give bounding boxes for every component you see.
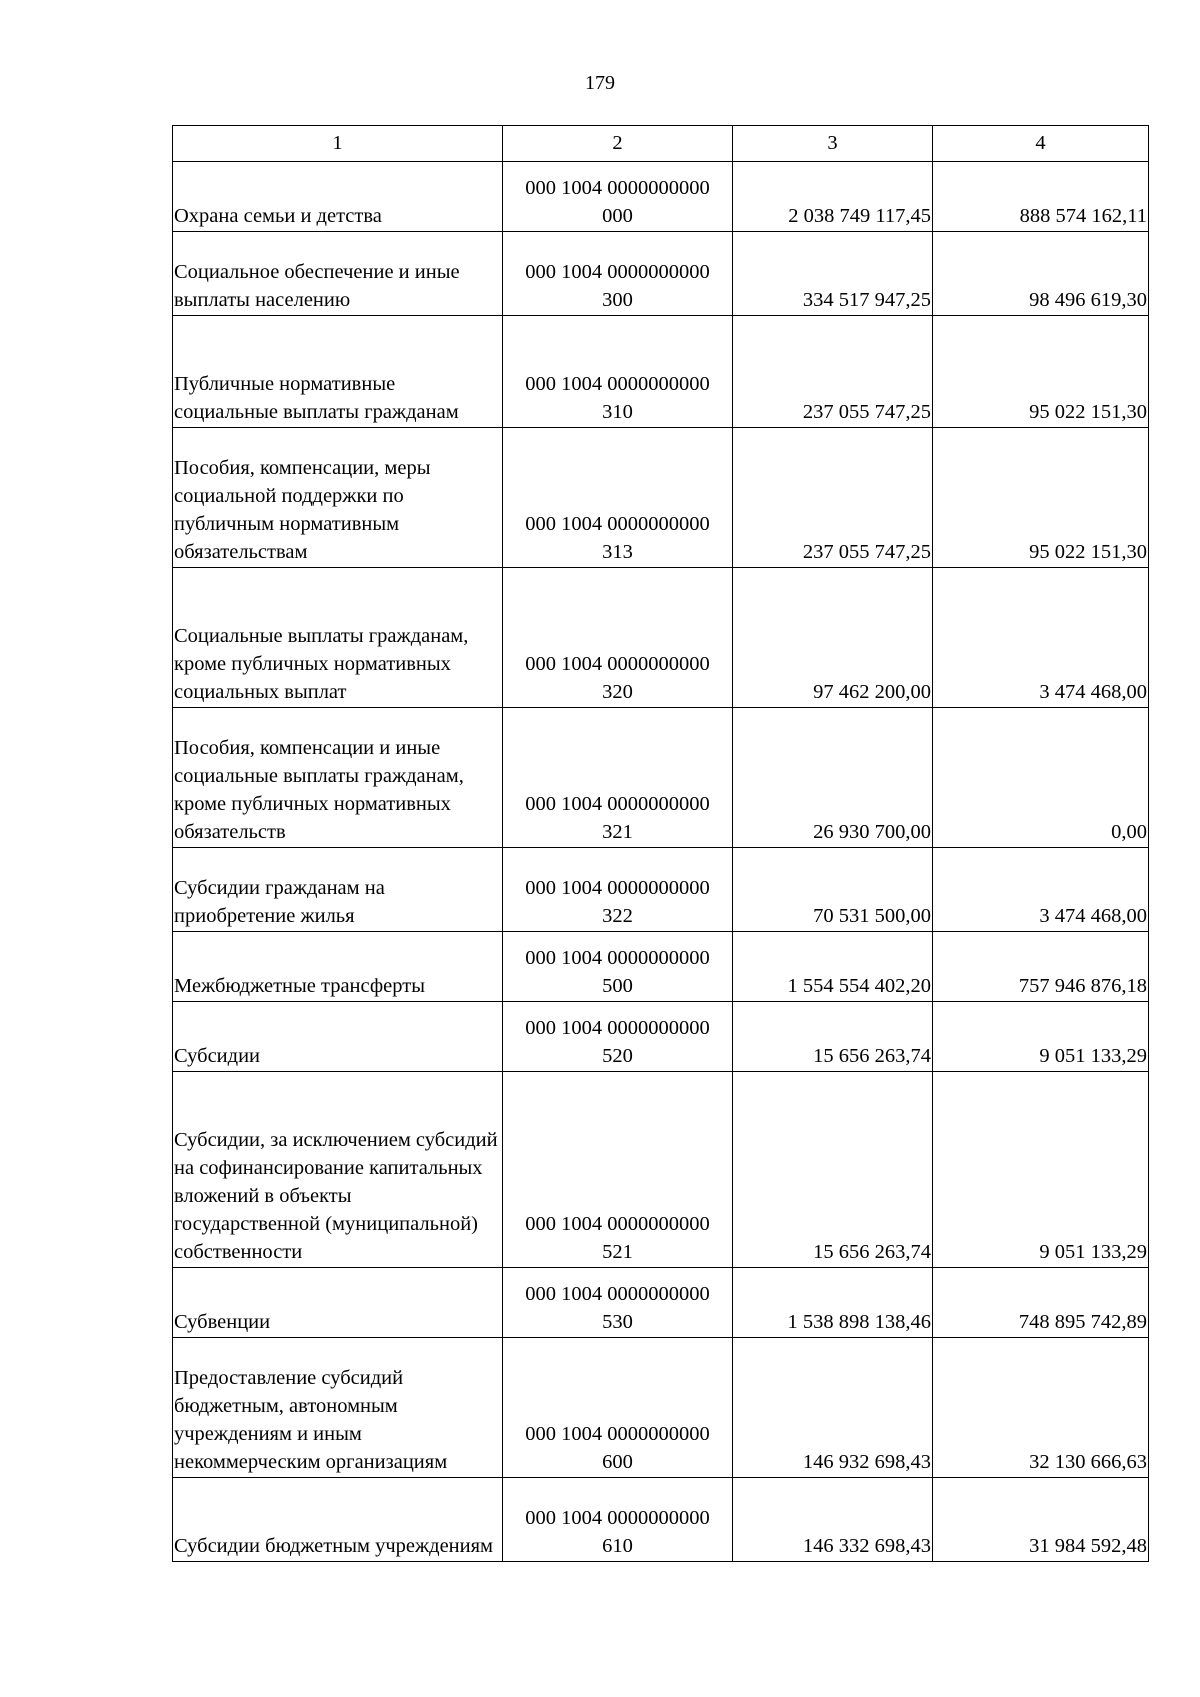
row-value-col3: 1 538 898 138,46: [733, 1268, 933, 1338]
row-code-main: 000 1004 0000000000: [525, 1507, 710, 1529]
budget-table: [172, 125, 1149, 1562]
row-code: [503, 708, 733, 848]
row-code-suffix: 313: [602, 541, 633, 563]
row-code: [503, 232, 733, 316]
row-code-suffix: 322: [602, 905, 633, 927]
row-value-col4: 9 051 133,29: [933, 1002, 1149, 1072]
row-code-main: 000 1004 0000000000: [525, 653, 710, 675]
row-code: [503, 428, 733, 568]
row-code-main: 000 1004 0000000000: [525, 513, 710, 535]
row-value-col4: 748 895 742,89: [933, 1268, 1149, 1338]
row-code-main: 000 1004 0000000000: [525, 177, 710, 199]
row-value-col4: 98 496 619,30: [933, 232, 1149, 316]
row-code-main: 000 1004 0000000000: [525, 793, 710, 815]
row-code-suffix: 610: [602, 1535, 633, 1557]
row-name: Социальные выплаты гражданам, кроме публичных нормативных социальных выплат: [173, 568, 503, 708]
row-code-main: 000 1004 0000000000: [525, 947, 710, 969]
row-name: Субвенции: [173, 1268, 503, 1338]
table-row: [173, 316, 1149, 428]
row-value-col4: 31 984 592,48: [933, 1478, 1149, 1562]
row-value-col3: 334 517 947,25: [733, 232, 933, 316]
row-name: Субсидии: [173, 1002, 503, 1072]
row-value-col3: 146 332 698,43: [733, 1478, 933, 1562]
row-value-col3: 70 531 500,00: [733, 848, 933, 932]
row-code: [503, 316, 733, 428]
page-number: 179: [585, 72, 615, 94]
table-header-row: [173, 126, 1149, 162]
row-value-col3: 15 656 263,74: [733, 1072, 933, 1268]
row-name: Пособия, компенсации, меры социальной поддержки по публичным нормативным обязательствам: [173, 428, 503, 568]
row-code-main: 000 1004 0000000000: [525, 373, 710, 395]
table-row: [173, 568, 1149, 708]
row-code-suffix: 321: [602, 821, 633, 843]
row-value-col4: 888 574 162,11: [933, 162, 1149, 232]
row-code: [503, 1072, 733, 1268]
column-header: 3: [733, 126, 933, 162]
row-value-col3: 15 656 263,74: [733, 1002, 933, 1072]
table-row: [173, 708, 1149, 848]
row-value-col4: 3 474 468,00: [933, 568, 1149, 708]
row-value-col3: 97 462 200,00: [733, 568, 933, 708]
row-name: Субсидии гражданам на приобретение жилья: [173, 848, 503, 932]
row-code: [503, 1002, 733, 1072]
row-code-main: 000 1004 0000000000: [525, 1423, 710, 1445]
column-header: 1: [173, 126, 503, 162]
table-row: [173, 162, 1149, 232]
table-row: [173, 1002, 1149, 1072]
row-code-suffix: 310: [602, 401, 633, 423]
row-name: Охрана семьи и детства: [173, 162, 503, 232]
row-name: Пособия, компенсации и иные социальные выплаты гражданам, кроме публичных нормативных обязательств: [173, 708, 503, 848]
row-value-col3: 26 930 700,00: [733, 708, 933, 848]
table-row: [173, 1478, 1149, 1562]
row-code-suffix: 520: [602, 1045, 633, 1067]
row-code-main: 000 1004 0000000000: [525, 1213, 710, 1235]
row-value-col3: 2 038 749 117,45: [733, 162, 933, 232]
row-value-col4: 95 022 151,30: [933, 316, 1149, 428]
row-name: Субсидии, за исключением субсидий на софинансирование капитальных вложений в объекты государственной (муниципальной) собственности: [173, 1072, 503, 1268]
row-code-suffix: 600: [602, 1451, 633, 1473]
row-code-main: 000 1004 0000000000: [525, 1283, 710, 1305]
table-row: [173, 848, 1149, 932]
column-header: 4: [933, 126, 1149, 162]
row-name: Публичные нормативные социальные выплаты гражданам: [173, 316, 503, 428]
row-code: [503, 1478, 733, 1562]
row-code-suffix: 320: [602, 681, 633, 703]
row-code: [503, 1268, 733, 1338]
row-code-suffix: 000: [602, 205, 633, 227]
table-row: [173, 232, 1149, 316]
row-value-col3: 1 554 554 402,20: [733, 932, 933, 1002]
row-name: Межбюджетные трансферты: [173, 932, 503, 1002]
row-code-suffix: 500: [602, 975, 633, 997]
row-value-col4: 3 474 468,00: [933, 848, 1149, 932]
row-code-main: 000 1004 0000000000: [525, 1017, 710, 1039]
table-row: [173, 428, 1149, 568]
row-code-main: 000 1004 0000000000: [525, 261, 710, 283]
row-value-col4: 9 051 133,29: [933, 1072, 1149, 1268]
row-value-col3: 146 932 698,43: [733, 1338, 933, 1478]
table-row: [173, 1072, 1149, 1268]
row-code-suffix: 521: [602, 1241, 633, 1263]
row-name: Субсидии бюджетным учреждениям: [173, 1478, 503, 1562]
row-value-col4: 32 130 666,63: [933, 1338, 1149, 1478]
row-code: [503, 1338, 733, 1478]
column-header: 2: [503, 126, 733, 162]
row-code: [503, 848, 733, 932]
row-code-suffix: 300: [602, 289, 633, 311]
table-row: [173, 1338, 1149, 1478]
row-value-col4: 0,00: [933, 708, 1149, 848]
row-value-col3: 237 055 747,25: [733, 428, 933, 568]
row-name: Социальное обеспечение и иные выплаты населению: [173, 232, 503, 316]
row-name: Предоставление субсидий бюджетным, автономным учреждениям и иным некоммерческим организациям: [173, 1338, 503, 1478]
table-row: [173, 932, 1149, 1002]
row-value-col4: 757 946 876,18: [933, 932, 1149, 1002]
row-value-col4: 95 022 151,30: [933, 428, 1149, 568]
row-code-suffix: 530: [602, 1311, 633, 1333]
table-row: [173, 1268, 1149, 1338]
row-code-main: 000 1004 0000000000: [525, 877, 710, 899]
row-code: [503, 932, 733, 1002]
row-code: [503, 568, 733, 708]
row-value-col3: 237 055 747,25: [733, 316, 933, 428]
row-code: [503, 162, 733, 232]
